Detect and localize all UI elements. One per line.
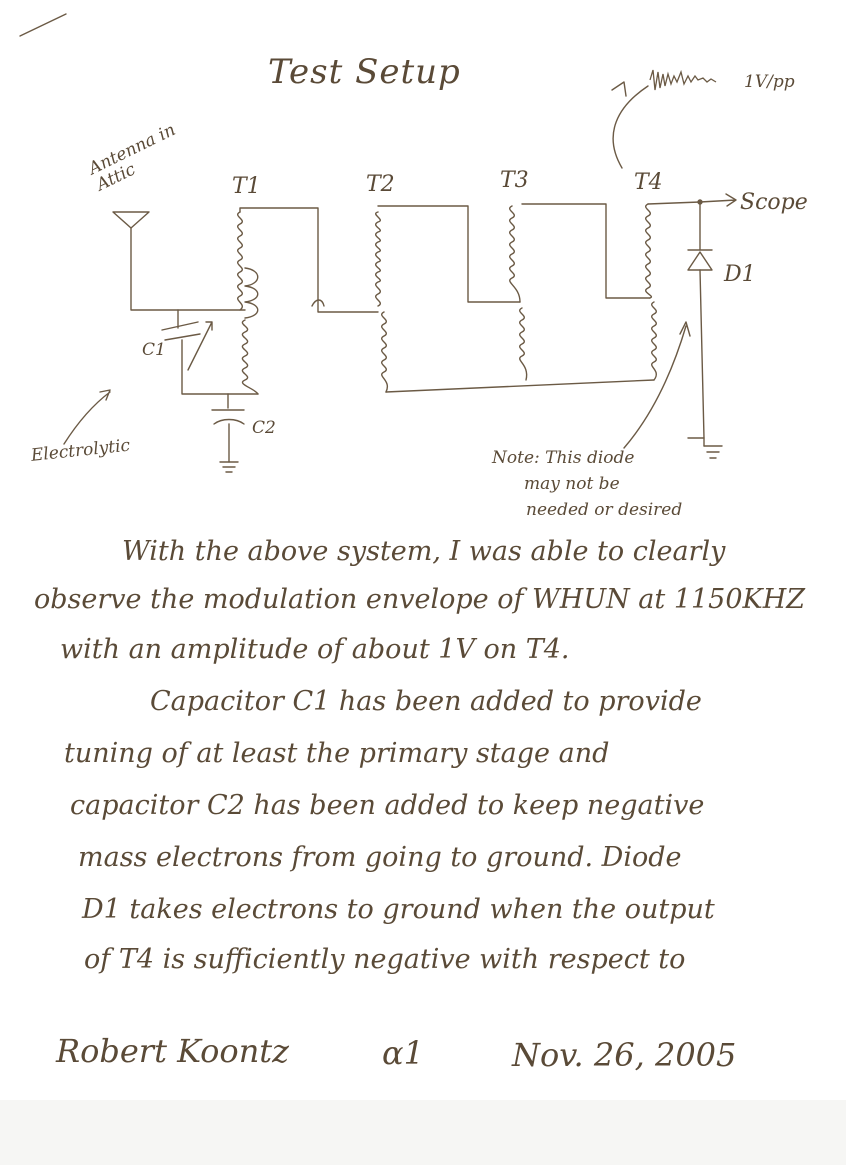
body-line-6: capacitor C2 has been added to keep negative — [70, 790, 705, 821]
t1-coil-loops — [245, 268, 258, 318]
c1-label: C1 — [142, 340, 166, 360]
t3-coil-lower — [520, 308, 527, 380]
electrolytic-label: Electrolytic — [30, 435, 131, 466]
t3-coil-upper — [510, 206, 520, 302]
page-title: Test Setup — [268, 52, 461, 92]
body-line-2: observe the modulation envelope of WHUN at 1150KHZ — [34, 584, 806, 615]
t3-label: T3 — [500, 168, 529, 193]
output-wire — [648, 202, 700, 204]
author-signature: Robert Koontz — [56, 1032, 290, 1070]
t1-label: T1 — [232, 174, 261, 199]
page-mark: α1 — [382, 1034, 424, 1072]
scribble-arrow — [612, 82, 648, 168]
ground-icon-c2 — [220, 462, 238, 472]
diode-body — [688, 252, 712, 270]
t2-t3-wire — [378, 206, 520, 302]
t1-coil-upper — [238, 212, 243, 310]
note-line-1: Note: This diode — [492, 448, 635, 468]
t4-coil-upper — [646, 204, 652, 298]
date: Nov. 26, 2005 — [512, 1036, 737, 1074]
note-line-2: may not be — [524, 474, 620, 494]
scribble-caption: 1V/pp — [744, 72, 795, 92]
corner-mark — [20, 14, 66, 36]
antenna-icon — [113, 212, 149, 228]
diode-ground-wire — [688, 270, 704, 438]
scribbled-text — [648, 66, 726, 94]
body-line-9: of T4 is sufficiently negative with respect to — [84, 944, 686, 975]
electrolytic-arrow — [64, 390, 110, 444]
t2-coil-lower — [382, 312, 388, 392]
body-line-1: With the above system, I was able to clearly — [122, 536, 726, 567]
t4-label: T4 — [634, 170, 663, 195]
c1-arrow — [188, 322, 212, 370]
t3-t4-wire — [522, 204, 650, 298]
t2-coil-upper — [376, 212, 381, 306]
body-line-7: mass electrons from going to ground. Diode — [78, 842, 682, 873]
c1-plate-top — [162, 322, 198, 330]
common-return-wire — [386, 380, 654, 392]
body-line-4: Capacitor C1 has been added to provide — [150, 686, 702, 717]
c1-plate-bottom — [165, 334, 200, 340]
diode-label: D1 — [724, 262, 756, 287]
t1-coil-lower — [242, 320, 258, 394]
antenna-wire — [131, 228, 245, 310]
t4-coil-lower — [652, 302, 657, 380]
ground-icon-d1 — [704, 446, 722, 458]
body-line-5: tuning of at least the primary stage and — [64, 738, 610, 769]
note-arrow — [624, 322, 690, 448]
scope-label: Scope — [740, 190, 808, 215]
scope-arrow — [700, 194, 736, 206]
t1-t2-wire — [240, 208, 378, 312]
body-line-3: with an amplitude of about 1V on T4. — [60, 634, 570, 665]
t2-label: T2 — [366, 172, 395, 197]
scan-margin — [0, 1100, 846, 1165]
antenna-label: Antenna in Attic — [85, 119, 179, 196]
c2-label: C2 — [252, 418, 276, 438]
body-line-8: D1 takes electrons to ground when the output — [82, 894, 715, 925]
note-line-3: needed or desired — [526, 500, 683, 520]
